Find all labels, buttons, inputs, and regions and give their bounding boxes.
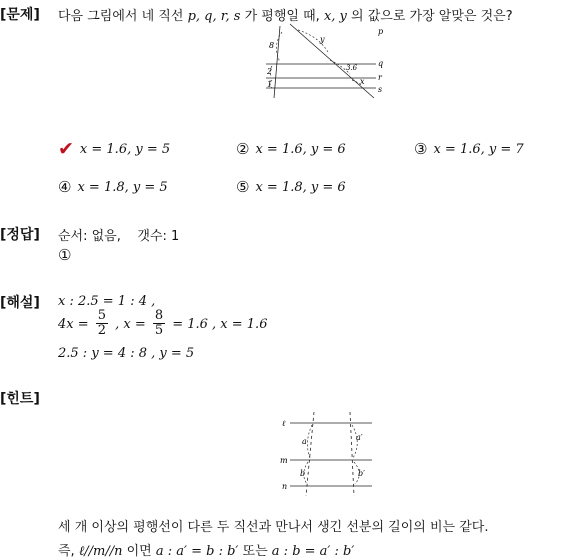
solution-line-2-pre: 4x = <box>58 317 89 332</box>
option-1-text: x = 1.6, y = 5 <box>79 141 171 157</box>
hint-formula-2: a : b = a′ : b′ <box>271 544 355 559</box>
option-3-text: x = 1.6, y = 7 <box>433 141 524 157</box>
solution-line-1: x : 2.5 = 1 : 4 , <box>58 294 156 309</box>
hint-formula-pre: 즉, <box>58 544 75 559</box>
option-4-text: x = 1.8, y = 5 <box>77 179 168 195</box>
answer-meta <box>58 225 179 244</box>
label-n: n <box>282 482 288 491</box>
label-8: 8 <box>269 41 275 50</box>
option-2-marker: ② <box>236 140 250 158</box>
hint-formula <box>58 540 354 559</box>
label-y: y <box>320 35 325 44</box>
solution-fraction-1 <box>96 309 108 338</box>
option-5-marker: ⑤ <box>236 178 250 196</box>
question-suffix: 의 값으로 가장 알맞은 것은? <box>351 9 513 24</box>
hint-transversal-left <box>306 412 314 496</box>
option-1[interactable] <box>58 138 170 160</box>
label-r: r <box>378 73 382 82</box>
option-4[interactable] <box>58 178 168 196</box>
option-5-text: x = 1.8, y = 6 <box>255 179 346 195</box>
fraction-2-denominator: 5 <box>154 323 164 338</box>
hint-transversal-right <box>350 412 354 496</box>
problem-figure <box>258 22 388 102</box>
transversal-right <box>290 24 374 98</box>
answer-order: 순서: 없음, <box>58 229 121 244</box>
hint-formula-cond: ℓ//m//n <box>78 544 123 559</box>
option-3[interactable] <box>414 140 524 158</box>
fraction-1-denominator: 2 <box>97 323 107 338</box>
label-l: ℓ <box>282 419 286 428</box>
hint-tag: [힌트] <box>0 391 40 407</box>
question-xy: x, y <box>323 9 347 24</box>
check-icon: ✔ <box>58 138 74 160</box>
label-p: p <box>378 27 384 36</box>
solution-line-3: 2.5 : y = 4 : 8 , y = 5 <box>58 346 195 361</box>
hint-figure <box>280 410 380 496</box>
label-s: s <box>378 85 383 94</box>
option-2-text: x = 1.6, y = 6 <box>255 141 346 157</box>
label-3-6: 3.6 <box>346 64 358 72</box>
solution-line-2-mid: , x = <box>115 317 146 332</box>
fraction-2-numerator: 8 <box>154 308 164 323</box>
question-prefix: 다음 그림에서 네 직선 <box>58 9 184 24</box>
solution-fraction-2 <box>153 309 165 338</box>
answer-value: ① <box>58 246 72 264</box>
question-mid: 가 평행일 때, <box>244 9 320 24</box>
label-2: 2 <box>267 67 273 76</box>
option-5[interactable] <box>236 178 346 196</box>
hint-formula-mid: 이면 <box>126 544 152 559</box>
fraction-1-numerator: 5 <box>97 308 107 323</box>
label-a: a <box>302 437 307 446</box>
label-m: m <box>280 456 288 465</box>
hint-formula-1: a : a′ = b : b′ <box>155 544 239 559</box>
question-vars: p, q, r, s <box>187 9 241 24</box>
solution-line-2 <box>58 309 267 338</box>
solution-tag: [해설] <box>0 295 40 311</box>
problem-tag: [문제] <box>0 7 40 23</box>
solution-line-2-post: = 1.6 , x = 1.6 <box>172 317 268 332</box>
hint-text: 세 개 이상의 평행선이 다른 두 직선과 만나서 생긴 선분의 길이의 비는 같다. <box>58 520 489 535</box>
answer-tag: [정답] <box>0 227 40 243</box>
option-2[interactable] <box>236 140 346 158</box>
option-4-marker: ④ <box>58 178 72 196</box>
hint-formula-or: 또는 <box>242 544 268 559</box>
option-3-marker: ③ <box>414 140 428 158</box>
label-b-prime: b′ <box>358 469 365 478</box>
label-a-prime: a′ <box>356 433 363 442</box>
answer-count: 갯수: 1 <box>137 229 180 244</box>
label-b: b <box>300 469 306 478</box>
label-q: q <box>378 59 384 68</box>
mark-a <box>307 425 312 458</box>
label-x: x <box>360 77 365 86</box>
label-1: 1 <box>267 80 273 89</box>
